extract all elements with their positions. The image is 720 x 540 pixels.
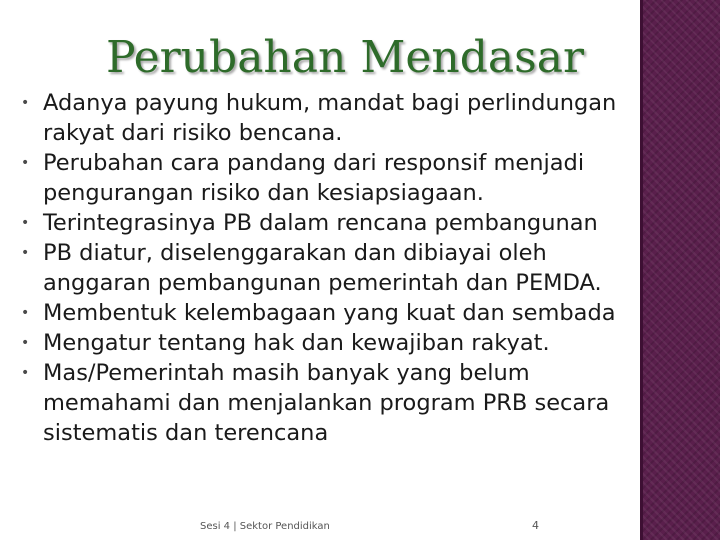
bullet-list xyxy=(18,88,630,448)
list-item xyxy=(18,148,630,208)
page-number: 4 xyxy=(532,519,539,532)
bullet-icon: • xyxy=(21,335,30,351)
bullet-icon: • xyxy=(21,365,30,381)
bullet-icon: • xyxy=(21,245,30,261)
bullet-text: Adanya payung hukum, mandat bagi perlindungan rakyat dari risiko bencana. xyxy=(43,90,617,146)
list-item xyxy=(18,358,630,448)
bullet-text: Terintegrasinya PB dalam rencana pembangunan xyxy=(43,210,598,236)
decorative-side-band xyxy=(640,0,720,540)
bullet-text: Mas/Pemerintah masih banyak yang belum memahami dan menjalankan program PRB secara sistematis dan terencana xyxy=(43,360,610,446)
bullet-text: Mengatur tentang hak dan kewajiban rakyat. xyxy=(43,330,550,356)
bullet-icon: • xyxy=(21,215,30,231)
list-item xyxy=(18,298,630,328)
side-band-edge xyxy=(640,0,643,540)
list-item xyxy=(18,208,630,238)
bullet-icon: • xyxy=(21,95,30,111)
bullet-text: PB diatur, diselenggarakan dan dibiayai oleh anggaran pembangunan pemerintah dan PEMDA. xyxy=(43,240,602,296)
list-item xyxy=(18,88,630,148)
bullet-icon: • xyxy=(21,155,30,171)
bullet-icon: • xyxy=(21,305,30,321)
bullet-text: Perubahan cara pandang dari responsif menjadi pengurangan risiko dan kesiapsiagaan. xyxy=(43,150,585,206)
list-item xyxy=(18,328,630,358)
list-item xyxy=(18,238,630,298)
footer-text: Sesi 4 | Sektor Pendidikan xyxy=(200,521,330,532)
slide-title: Perubahan Mendasar xyxy=(105,32,584,83)
bullet-text: Membentuk kelembagaan yang kuat dan sembada xyxy=(43,300,616,326)
